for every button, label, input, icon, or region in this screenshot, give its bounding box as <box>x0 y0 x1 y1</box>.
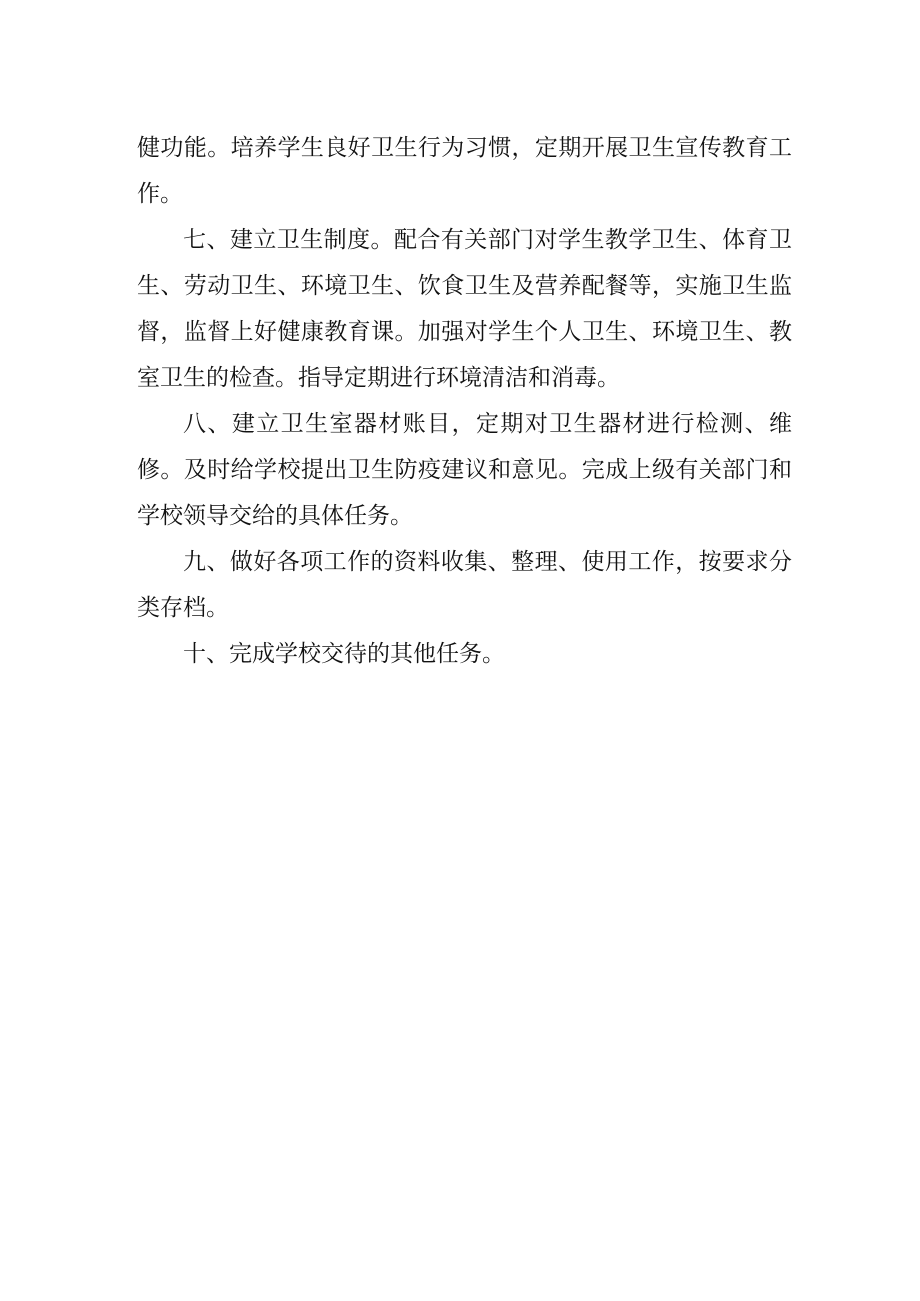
paragraph-item-8: 八、建立卫生室器材账目，定期对卫生器材进行检测、维修。及时给学校提出卫生防疫建议和意见。完成上级有关部门和学校领导交给的具体任务。 <box>137 411 792 529</box>
paragraph-item-10: 十、完成学校交待的其他任务。 <box>183 641 505 667</box>
paragraph-item-7: 七、建立卫生制度。配合有关部门对学生教学卫生、体育卫生、劳动卫生、环境卫生、饮食卫生及营养配餐等，实施卫生监督，监督上好健康教育课。加强对学生个人卫生、环境卫生、教室卫生的检查。指导定期进行环境清洁和消毒。 <box>137 227 792 391</box>
paragraph-item-9: 九、做好各项工作的资料收集、整理、使用工作，按要求分类存档。 <box>137 549 792 621</box>
paragraph-continuation: 健功能。培养学生良好卫生行为习惯，定期开展卫生宣传教育工作。 <box>137 135 792 207</box>
document-body <box>137 125 792 677</box>
